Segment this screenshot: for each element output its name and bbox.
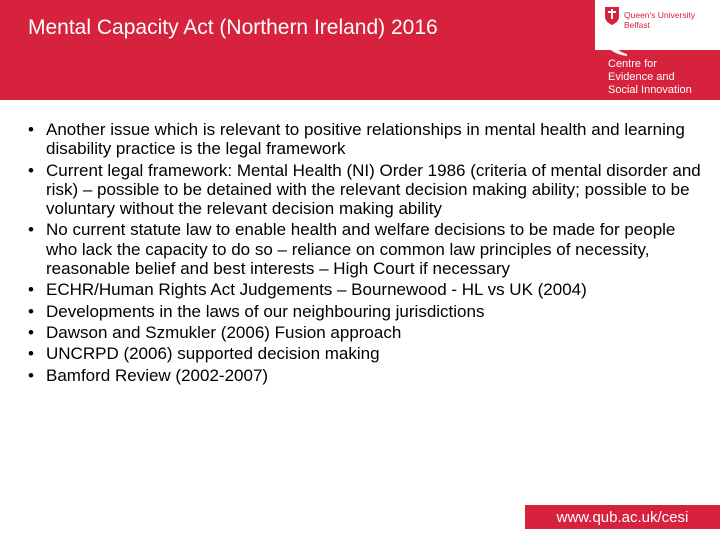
- qub-crest-icon: [604, 6, 620, 26]
- slide-title: Mental Capacity Act (Northern Ireland) 2016: [28, 16, 438, 39]
- bullet-item: • Developments in the laws of our neighbouring jurisdictions: [26, 302, 706, 321]
- bullet-item: • Dawson and Szmukler (2006) Fusion approach: [26, 323, 706, 342]
- bullet-item: • Another issue which is relevant to positive relationships in mental health and learning disability practice is the legal framework: [26, 120, 706, 159]
- centre-name: Centre for Evidence and Social Innovation: [608, 58, 692, 96]
- slide-header: [0, 0, 720, 100]
- bullet-item: • No current statute law to enable health and welfare decisions to be made for people who lack the capacity to do so – reliance on common law principles of necessity, reasonable belief and best interests – High Court if necessary: [26, 220, 706, 278]
- bullet-list: [26, 120, 706, 387]
- bullet-item: • Current legal framework: Mental Health (NI) Order 1986 (criteria of mental disorder and risk) – possible to be detained with the relevant decision making ability; possible to be voluntary without the relevant decision making ability: [26, 161, 706, 219]
- bullet-item: • ECHR/Human Rights Act Judgements – Bournewood - HL vs UK (2004): [26, 280, 706, 299]
- q-logo-icon: [597, 32, 627, 56]
- bullet-item: • Bamford Review (2002-2007): [26, 366, 706, 385]
- website-url-link[interactable]: www.qub.ac.uk/cesi: [525, 505, 720, 529]
- bullet-item: • UNCRPD (2006) supported decision making: [26, 344, 706, 363]
- university-name: Queen's University Belfast: [624, 10, 696, 30]
